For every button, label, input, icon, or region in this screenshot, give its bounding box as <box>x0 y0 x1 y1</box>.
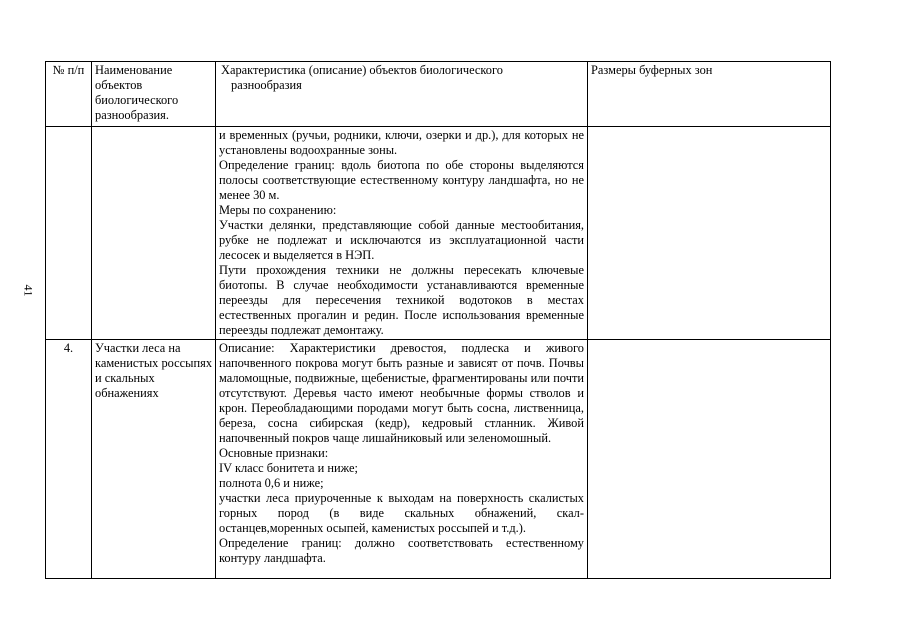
description-paragraph: Участки делянки, представляющие собой данные местообитания, рубке не подлежат и исключаются из эксплуатационной части лесосек и выделяется в НЭП. <box>219 218 584 262</box>
table-row <box>46 127 831 340</box>
row-number <box>46 127 92 340</box>
row-description <box>216 127 588 340</box>
description-paragraph: Пути прохождения техники не должны пересекать ключевые биотопы. В случае необходимости устанавливаются временные переезды для пересечения техникой водотоков в местах естественных прогалин и редин. После использования временные переезды подлежат демонтажу. <box>219 263 584 337</box>
row-object-name <box>92 127 216 340</box>
header-description-line2: разнообразия <box>231 78 302 92</box>
description-paragraph: Меры по сохранению: <box>219 203 337 217</box>
row-description <box>216 340 588 579</box>
description-paragraph: полнота 0,6 и ниже; <box>219 476 324 490</box>
row-buffer-size <box>588 127 831 340</box>
description-paragraph: Основные признаки: <box>219 446 329 460</box>
description-paragraph: и временных (ручьи, родники, ключи, озерки и др.), для которых не установлены водоохранные зоны. <box>219 128 584 157</box>
description-paragraph: IV класс бонитета и ниже; <box>219 461 358 475</box>
header-object-name: Наименование объектов биологического разнообразия. <box>92 62 216 127</box>
row-buffer-size <box>588 340 831 579</box>
header-buffer-zones: Размеры буферных зон <box>588 62 831 127</box>
biodiversity-table <box>45 61 831 579</box>
header-description <box>216 62 588 127</box>
row-number: 4. <box>46 340 92 579</box>
table-row <box>46 340 831 579</box>
table-header-row <box>46 62 831 127</box>
description-paragraph: участки леса приуроченные к выходам на поверхность скалистых горных пород (в виде скальных обнажений, скал-останцев,моренных осыпей, каменистых россыпей и т.д.). <box>219 491 584 535</box>
description-paragraph: Определение границ: должно соответствовать естественному контуру ландшафта. <box>219 536 584 565</box>
page-number: 41 <box>21 284 36 297</box>
row-object-name: Участки леса на каменистых россыпях и скальных обнажениях <box>92 340 216 579</box>
header-description-line1: Характеристика (описание) объектов биологического <box>221 63 503 77</box>
description-paragraph: Определение границ: вдоль биотопа по обе стороны выделяются полосы соответствующие естественному контуру ландшафта, но не менее 30 м. <box>219 158 584 202</box>
header-number: № п/п <box>46 62 92 127</box>
description-paragraph: Описание: Характеристики древостоя, подлеска и живого напочвенного покрова могут быть разные и зависят от почв. Почвы маломощные, подвижные, щебенистые, фрагментированы или почти отсутствуют. Деревья часто имеют необычные формы стволов и крон. Переобладающими породами могут быть сосна, лиственница, береза, сосна сибирская (кедр), кедровый стланник. Живой напочвенный покров чаще лишайниковый или зеленомошный. <box>219 341 584 445</box>
